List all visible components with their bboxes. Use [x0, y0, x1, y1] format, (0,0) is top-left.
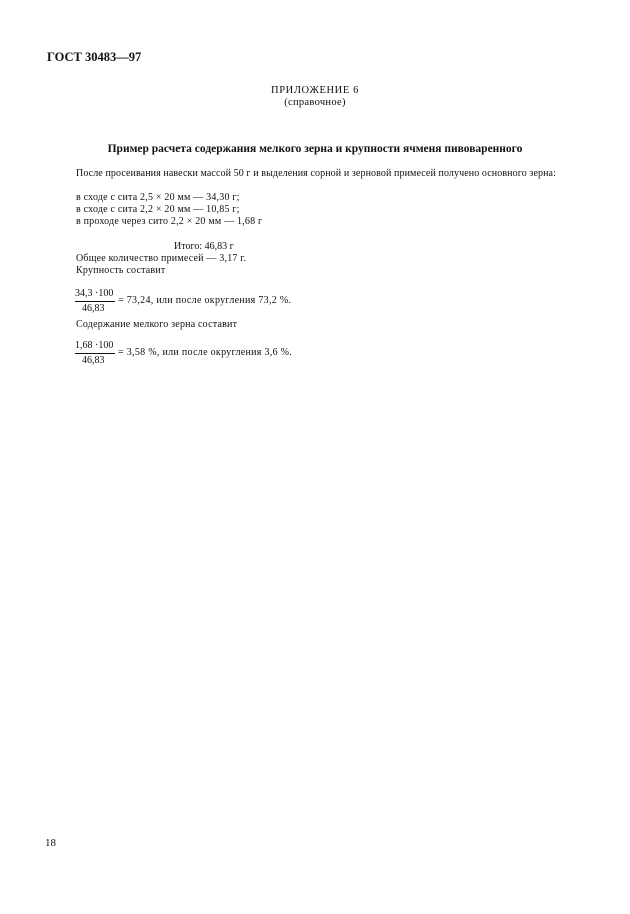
section-title: Пример расчета содержания мелкого зерна и крупности ячменя пивоваренного: [107, 143, 523, 155]
appendix-subtitle: (справочное): [284, 97, 346, 108]
fraction-line-1: в сходе с сита 2,5 × 20 мм — 34,30 г;: [76, 192, 240, 203]
total-line: Итого: 46,83 г: [174, 241, 234, 252]
page-number: 18: [45, 837, 56, 849]
fraction-line-2: в сходе с сита 2,2 × 20 мм — 10,85 г;: [76, 204, 240, 215]
fraction-line-3: в проходе через сито 2,2 × 20 мм — 1,68 г: [76, 216, 263, 227]
impurities-line: Общее количество примесей — 3,17 г.: [76, 253, 247, 264]
formula-size-numerator: 34,3 ·100: [75, 288, 114, 299]
formula-fine-denominator: 46,83: [82, 355, 105, 366]
intro-paragraph: После просеивания навески массой 50 г и выделения сорной и зерновой примесей получено основного зерна:: [76, 168, 556, 179]
appendix-title: ПРИЛОЖЕНИЕ 6: [271, 85, 359, 96]
size-heading: Крупность составит: [76, 265, 166, 276]
formula-size-result: = 73,24, или после округления 73,2 %.: [118, 295, 292, 306]
fraction-bar: [75, 353, 115, 354]
fine-grain-heading: Содержание мелкого зерна составит: [76, 319, 238, 330]
formula-fine-numerator: 1,68 ·100: [75, 340, 114, 351]
standard-designation: ГОСТ 30483—97: [47, 50, 142, 64]
formula-fine-result: = 3,58 %, или после округления 3,6 %.: [118, 347, 293, 358]
formula-size-denominator: 46,83: [82, 303, 105, 314]
fraction-bar: [75, 301, 115, 302]
